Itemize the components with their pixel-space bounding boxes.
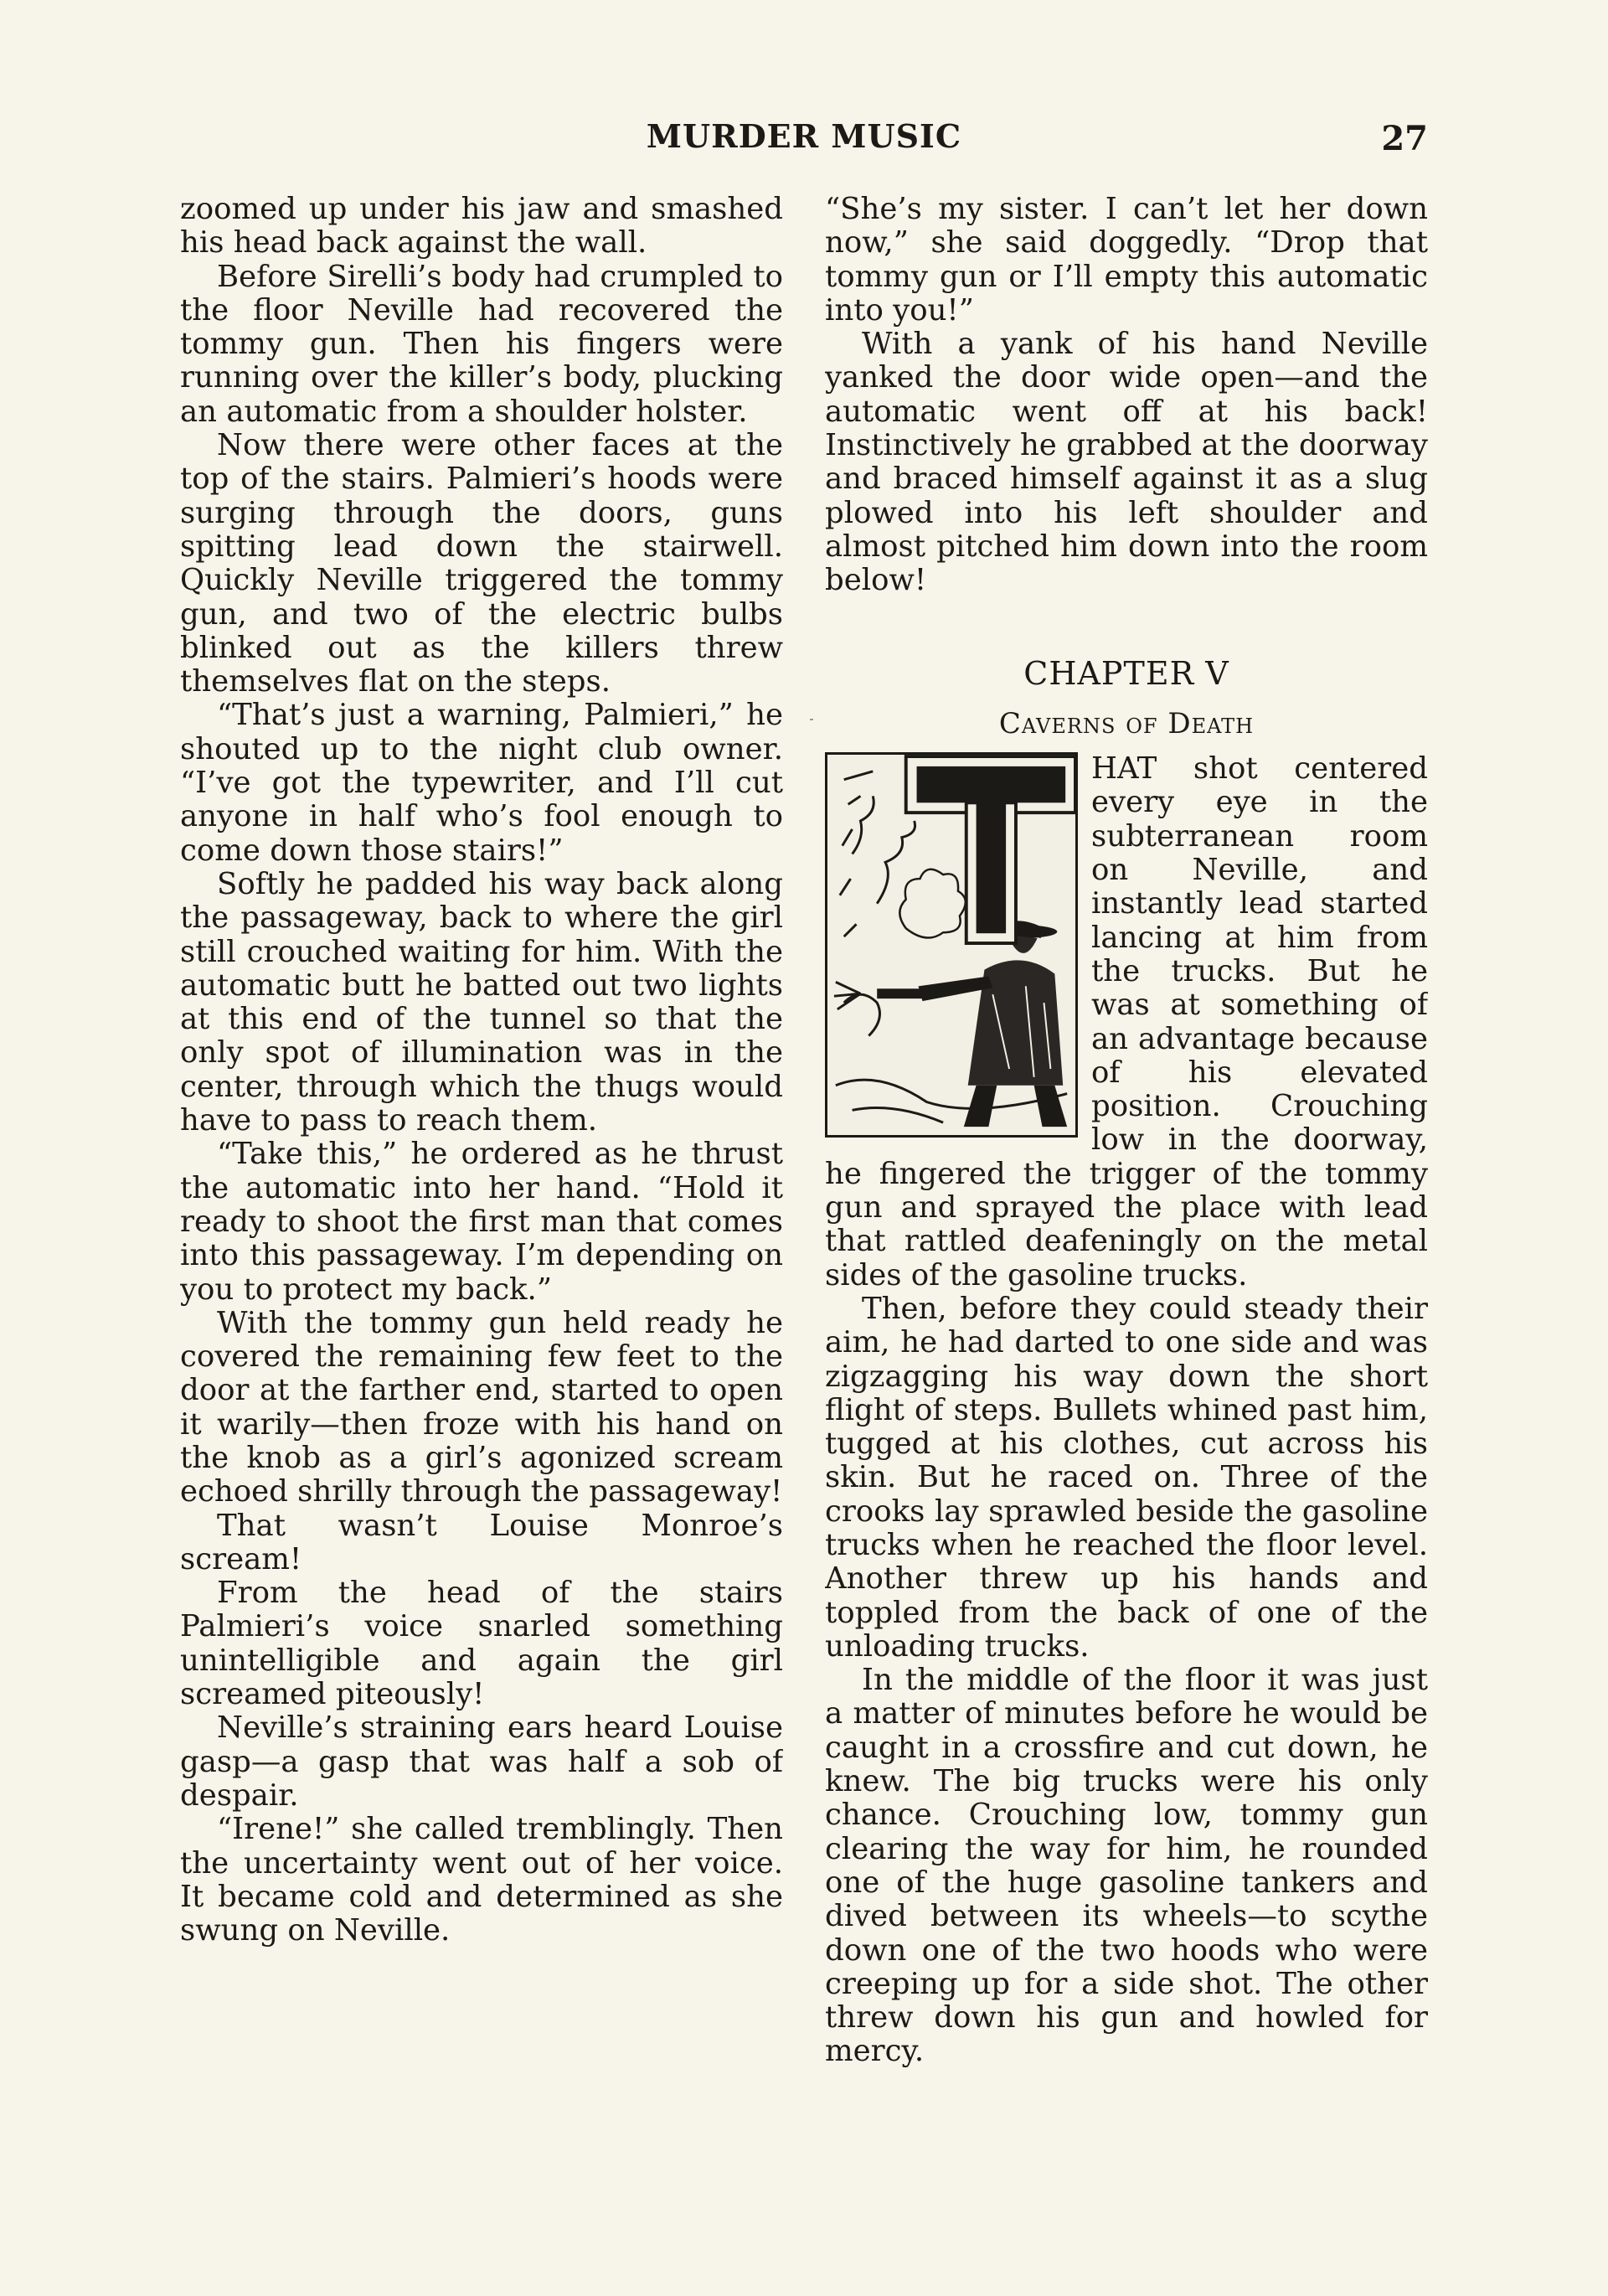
chapter-subtitle: Caverns of Death: [998, 706, 1255, 740]
paragraph: “Irene!” she called tremblingly. Then the uncertainty went out of her voice. It became cold and determined as she swung on Neville.: [180, 1812, 783, 1948]
page-number: 27: [1381, 119, 1428, 158]
left-column: [180, 193, 783, 2144]
chapter-opening-paragraph: HAT shot centered every eye in the subterranean room on Neville, and instantly lead started lancing at him from the trucks. But he was at something of an advantage because of his elevated position. Crouching low in the doorway, he fingered the trigger of the tommy gun and sprayed the place with lead that rattled deafeningly on the metal sides of the gasoline trucks.: [825, 751, 1428, 1292]
paragraph: That wasn’t Louise Monroe’s scream!: [180, 1508, 783, 1576]
paragraph: “That’s just a warning, Palmieri,” he shouted up to the night club owner. “I’ve got the typewriter, and I’ll cut anyone in half who’s fool enough to come down those stairs!”: [180, 698, 783, 868]
paragraph: Then, before they could steady their aim, he had darted to one side and was zigzagging his way down the short flight of steps. Bullets whined past him, tugged at his clothes, cut across his skin. But he raced on. Three of the crooks lay sprawled beside the gasoline trucks when he reached the floor level. Another threw up his hands and toppled from the back of one of the unloading trucks.: [825, 1291, 1428, 1664]
paragraph: Now there were other faces at the top of the stairs. Palmieri’s hoods were surging through the doors, guns spitting lead down the stairwell. Quickly Neville triggered the tommy gun, and two of the electric bulbs blinked out as the killers threw themselves flat on the steps.: [180, 428, 783, 699]
paragraph: zoomed up under his jaw and smashed his head back against the wall.: [180, 193, 783, 261]
running-title: MURDER MUSIC: [646, 117, 962, 155]
paragraph: From the head of the stairs Palmieri’s voice snarled something unintelligible and again the girl screamed piteously!: [180, 1576, 783, 1712]
page-header: [180, 117, 1428, 168]
paragraph: Neville’s straining ears heard Louise gasp—a gasp that was half a sob of despair.: [180, 1710, 783, 1813]
paragraph: Before Sirelli’s body had crumpled to the floor Neville had recovered the tommy gun. Then his fingers were running over the killer’s body, plucking an automatic from a shoulder holster.: [180, 259, 783, 429]
paragraph: With a yank of his hand Neville yanked the door wide open—and the automatic went off at his back! Instinctively he grabbed at the doorway and braced himself against it as a slug plowed into his left shoulder and almost pitched him down into the room below!: [825, 327, 1428, 598]
drop-cap-illustration: [825, 752, 1078, 1138]
right-column: [825, 193, 1428, 2144]
chapter-title: CHAPTER V: [1023, 654, 1229, 692]
paragraph: In the middle of the floor it was just a matter of minutes before he would be caught in a crossfire and cut down, he knew. The big trucks were his only chance. Crouching low, tommy gun clearing the way for him, he rounded one of the huge gasoline tankers and dived between its wheels—to scythe down one of the two hoods who were creeping up for a side shot. The other threw down his gun and howled for mercy.: [825, 1663, 1428, 2069]
paragraph: “Take this,” he ordered as he thrust the automatic into her hand. “Hold it ready to shoot the first man that comes into this passageway. I’m depending on you to protect my back.”: [180, 1137, 783, 1307]
paragraph: Softly he padded his way back along the passageway, back to where the girl still crouched waiting for him. With the automatic butt he batted out two lights at this end of the tunnel so that the only spot of illumination was in the center, through which the thugs would have to pass to reach them.: [180, 866, 783, 1138]
paragraph: With the tommy gun held ready he covered the remaining few feet to the door at the farther end, started to open it warily—then froze with his hand on the knob as a girl’s agonized scream echoed shrilly through the passageway!: [180, 1305, 783, 1509]
paragraph: “She’s my sister. I can’t let her down now,” she said doggedly. “Drop that tommy gun or I’ll empty this automatic into you!”: [825, 193, 1428, 328]
gunman-illustration-icon: [827, 755, 1075, 1135]
column-divider-mark: [810, 719, 813, 720]
